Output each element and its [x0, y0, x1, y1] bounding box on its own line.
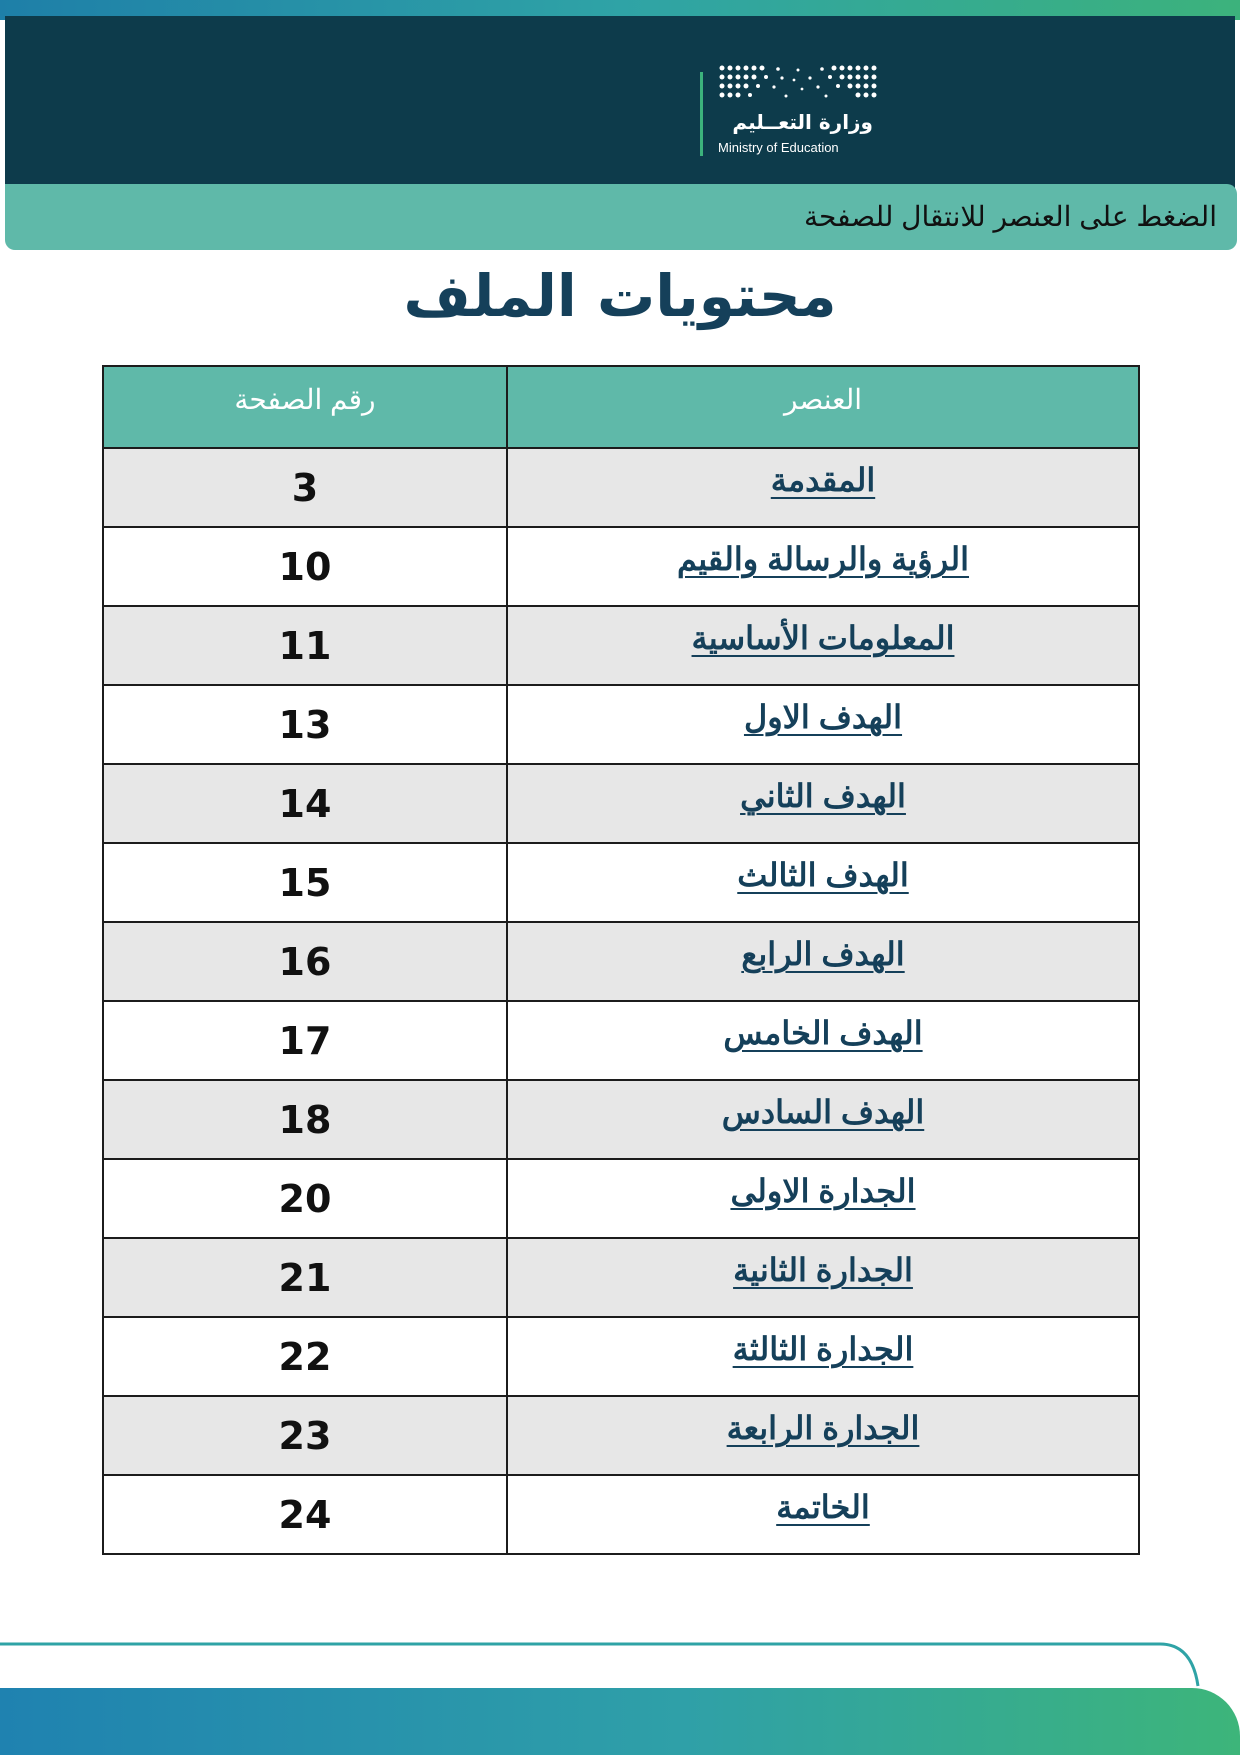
item-link-competency-2[interactable]: الجدارة الثانية — [733, 1252, 913, 1288]
instruction-text: الضغط على العنصر للانتقال للصفحة — [804, 201, 1217, 232]
item-link-vision-mission-values[interactable]: الرؤية والرسالة والقيم — [676, 541, 970, 577]
page-number-cell: 18 — [103, 1080, 507, 1159]
item-link-goal-1[interactable]: الهدف الاول — [743, 699, 903, 735]
item-cell — [507, 527, 1139, 606]
page-number-cell: 10 — [103, 527, 507, 606]
item-link-goal-5[interactable]: الهدف الخامس — [723, 1015, 923, 1051]
page-number-cell: 16 — [103, 922, 507, 1001]
item-link-goal-3[interactable]: الهدف الثالث — [737, 857, 909, 893]
item-cell — [507, 922, 1139, 1001]
item-cell — [507, 1238, 1139, 1317]
item-cell — [507, 843, 1139, 922]
table-row — [103, 685, 1139, 764]
item-link-introduction[interactable]: المقدمة — [770, 462, 876, 498]
item-link-conclusion[interactable]: الخاتمة — [776, 1489, 870, 1525]
footer-curve-line — [0, 1630, 1240, 1690]
item-link-goal-4[interactable]: الهدف الرابع — [741, 936, 905, 972]
item-cell — [507, 1317, 1139, 1396]
column-header-item: العنصر — [507, 366, 1139, 448]
item-cell — [507, 606, 1139, 685]
table-row — [103, 1159, 1139, 1238]
table-row — [103, 1396, 1139, 1475]
logo-dots-icon — [718, 64, 878, 100]
logo-arabic-text: وزارة التعــليم — [732, 110, 873, 134]
item-cell — [507, 764, 1139, 843]
instruction-bar — [5, 184, 1237, 250]
page-number-cell: 23 — [103, 1396, 507, 1475]
item-link-goal-6[interactable]: الهدف السادس — [721, 1094, 925, 1130]
page-number-cell: 20 — [103, 1159, 507, 1238]
item-cell — [507, 1159, 1139, 1238]
table-row — [103, 1475, 1139, 1554]
table-row — [103, 1080, 1139, 1159]
page-number-cell: 13 — [103, 685, 507, 764]
table-header-row — [103, 366, 1139, 448]
item-cell — [507, 1080, 1139, 1159]
table-row — [103, 843, 1139, 922]
item-link-competency-3[interactable]: الجدارة الثالثة — [732, 1331, 914, 1367]
item-link-goal-2[interactable]: الهدف الثاني — [740, 778, 906, 814]
logo-divider — [700, 72, 703, 156]
table-row — [103, 448, 1139, 527]
item-cell — [507, 1475, 1139, 1554]
item-cell — [507, 1001, 1139, 1080]
table-row — [103, 606, 1139, 685]
table-row — [103, 1238, 1139, 1317]
table-row — [103, 1317, 1139, 1396]
page-number-cell: 15 — [103, 843, 507, 922]
item-cell — [507, 685, 1139, 764]
page-number-cell: 17 — [103, 1001, 507, 1080]
table-row — [103, 527, 1139, 606]
header-band — [5, 16, 1235, 201]
page-title: محتويات الملف — [403, 262, 837, 330]
table-row — [103, 764, 1139, 843]
table-row — [103, 922, 1139, 1001]
item-cell — [507, 1396, 1139, 1475]
ministry-logo — [700, 64, 880, 160]
page-number-cell: 14 — [103, 764, 507, 843]
logo-english-text: Ministry of Education — [718, 140, 839, 155]
page-number-cell: 3 — [103, 448, 507, 527]
page-number-cell: 21 — [103, 1238, 507, 1317]
page-number-cell: 24 — [103, 1475, 507, 1554]
contents-table — [102, 365, 1140, 1555]
item-link-basic-information[interactable]: المعلومات الأساسية — [691, 620, 955, 656]
page-number-cell: 11 — [103, 606, 507, 685]
item-link-competency-4[interactable]: الجدارة الرابعة — [726, 1410, 920, 1446]
table-row — [103, 1001, 1139, 1080]
column-header-page: رقم الصفحة — [103, 366, 507, 448]
page-number-cell: 22 — [103, 1317, 507, 1396]
item-cell — [507, 448, 1139, 527]
item-link-competency-1[interactable]: الجدارة الاولى — [730, 1173, 916, 1209]
footer-gradient-band — [0, 1688, 1240, 1755]
